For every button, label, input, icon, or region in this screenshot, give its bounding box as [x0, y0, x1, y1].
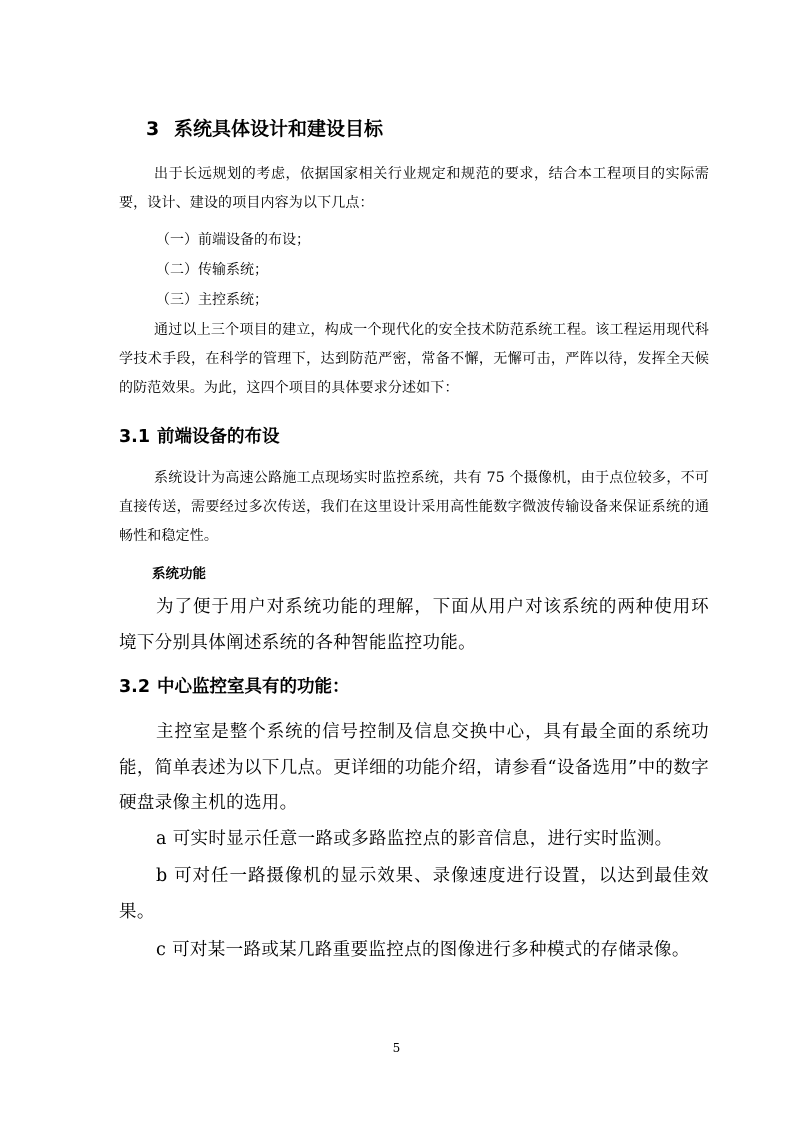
section-3-1-title: 前端设备的布设 [157, 427, 280, 447]
page-number: 5 [392, 1041, 401, 1055]
section-3-2-number: 3.2 [119, 677, 151, 697]
function-item-b: b 可对任一路摄像机的显示效果、录像速度进行设置，以达到最佳效果。 [119, 866, 709, 922]
list-item-2: （二）传输系统； [156, 262, 268, 278]
section-3-intro: 出于长远规划的考虑，依据国家相关行业规定和规范的要求，结合本工程项目的实际需要，设计、建设的项目内容为以下几点： [119, 166, 709, 211]
section-3-2-body: 主控室是整个系统的信号控制及信息交换中心，具有最全面的系统功能，简单表述为以下几点。更详细的功能介绍，请参看“设备选用”中的数字硬盘录像主机的选用。 [119, 722, 709, 813]
list-item-1: （一）前端设备的布设； [156, 232, 310, 248]
section-3-number: 3 [146, 118, 160, 140]
function-item-a: a 可实时显示任意一路或多路监控点的影音信息，进行实时监测。 [156, 829, 673, 849]
section-3-title: 系统具体设计和建设目标 [174, 118, 384, 140]
section-3-heading [146, 114, 706, 144]
function-item-c: c 可对某一路或某几路重要监控点的图像进行多种模式的存储录像。 [156, 940, 690, 960]
section-3-2-title: 中心监控室具有的功能： [157, 677, 350, 697]
system-function-subheading: 系统功能 [152, 566, 206, 582]
section-3-1-body: 系统设计为高速公路施工点现场实时监控系统，共有 75 个摄像机，由于点位较多，不可直接传送，需要经过多次传送，我们在这里设计采用高性能数字微波传输设备来保证系统的通畅性和稳定性。 [119, 470, 709, 544]
section-3-1-number: 3.1 [119, 427, 151, 447]
list-item-3: （三）主控系统； [156, 292, 268, 308]
section-3-2-heading [119, 673, 350, 701]
section-3-1-heading [119, 423, 280, 451]
section-3-summary: 通过以上三个项目的建立，构成一个现代化的安全技术防范系统工程。该工程运用现代科学技术手段，在科学的管理下，达到防范严密，常备不懈，无懈可击，严阵以待，发挥全天候的防范效果。为此，这四个项目的具体要求分述如下： [119, 322, 709, 396]
function-intro: 为了便于用户对系统功能的理解，下面从用户对该系统的两种使用环境下分别具体阐述系统的各种智能监控功能。 [119, 597, 709, 653]
